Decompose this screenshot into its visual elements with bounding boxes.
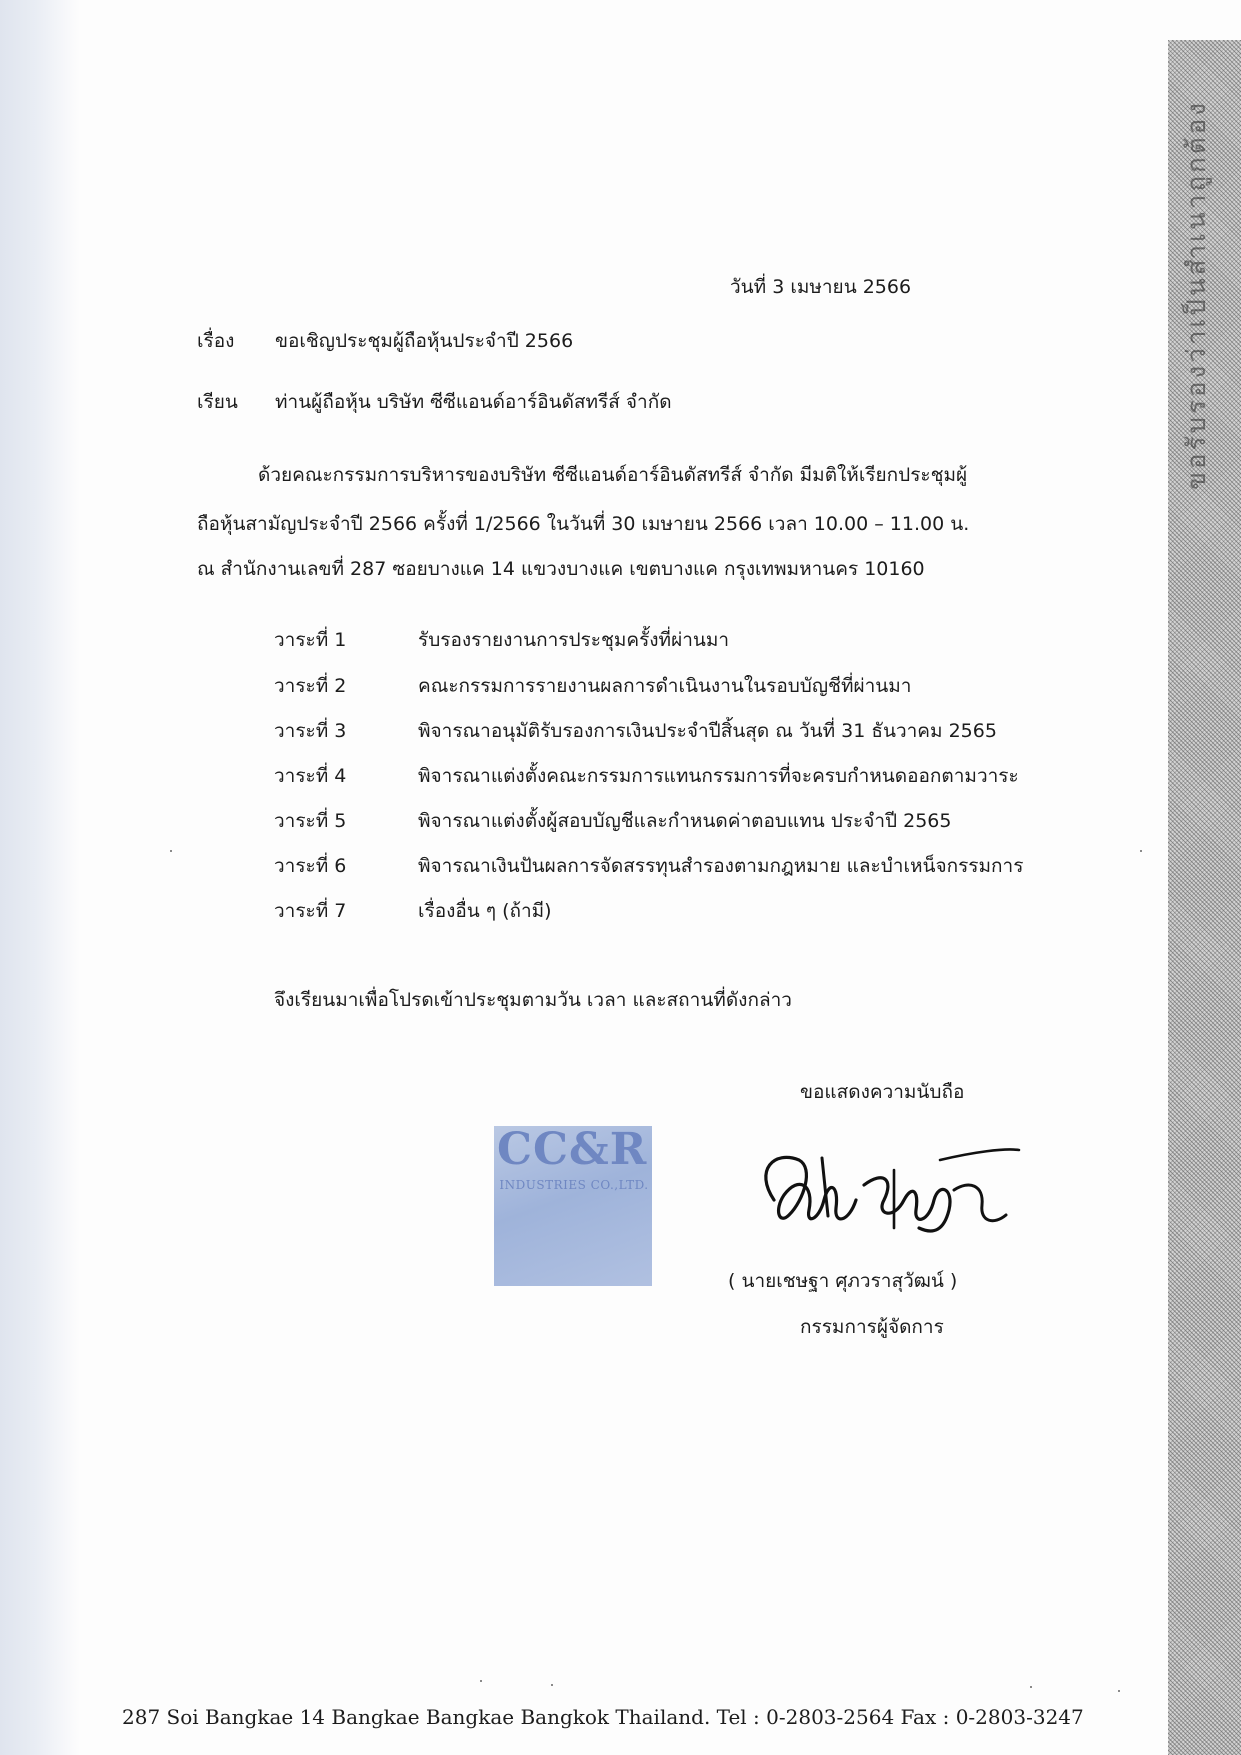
body-line-1: ด้วยคณะกรรมการบริหารของบริษัท ซีซีแอนด์อาร์อินดัสทรีส์ จำกัด มีมติให้เรียกประชุมผู้ — [258, 464, 968, 486]
scan-speck — [170, 850, 172, 852]
scan-speck — [1140, 850, 1142, 852]
signature-icon — [744, 1130, 1024, 1250]
subject-label: เรื่อง — [197, 330, 235, 352]
company-seal-subtitle: INDUSTRIES CO.,LTD. — [499, 1178, 649, 1192]
signer-title: กรรมการผู้จัดการ — [800, 1316, 944, 1338]
agenda-text-2: คณะกรรมการรายงานผลการดำเนินงานในรอบบัญชีที่ผ่านมา — [418, 675, 912, 697]
subject-value: ขอเชิญประชุมผู้ถือหุ้นประจำปี 2566 — [275, 330, 574, 352]
recipient-value: ท่านผู้ถือหุ้น บริษัท ซีซีแอนด์อาร์อินดัสทรีส์ จำกัด — [275, 391, 672, 413]
agenda-text-5: พิจารณาแต่งตั้งผู้สอบบัญชีและกำหนดค่าตอบแทน ประจำปี 2565 — [418, 810, 952, 832]
agenda-label-5: วาระที่ 5 — [274, 810, 347, 832]
closing-sentence: จึงเรียนมาเพื่อโปรดเข้าประชุมตามวัน เวลา และสถานที่ดังกล่าว — [274, 989, 792, 1011]
body-line-2: ถือหุ้นสามัญประจำปี 2566 ครั้งที่ 1/2566 ในวันที่ 30 เมษายน 2566 เวลา 10.00 – 11.00 น. — [197, 513, 970, 535]
agenda-label-2: วาระที่ 2 — [274, 675, 347, 697]
signer-name: ( นายเชษฐา ศุภวราสุวัฒน์ ) — [728, 1270, 958, 1292]
scan-speck — [1118, 1690, 1120, 1692]
agenda-text-3: พิจารณาอนุมัติรับรองการเงินประจำปีสิ้นสุด ณ วันที่ 31 ธันวาคม 2565 — [418, 720, 997, 742]
scan-shadow — [0, 0, 80, 1755]
agenda-label-1: วาระที่ 1 — [274, 629, 347, 651]
agenda-label-4: วาระที่ 4 — [274, 765, 347, 787]
footer-address: 287 Soi Bangkae 14 Bangkae Bangkae Bangkok Thailand. Tel : 0-2803-2564 Fax : 0-2803-3247 — [122, 1705, 1084, 1729]
scan-speck — [1030, 1686, 1032, 1688]
side-strip-text: ขอรับรองว่าเป็นสำเนาถูกต้อง — [1182, 100, 1212, 490]
scan-speck — [551, 1684, 553, 1686]
agenda-text-6: พิจารณาเงินปันผลการจัดสรรทุนสำรองตามกฎหมาย และบำเหน็จกรรมการ — [418, 855, 1024, 877]
agenda-label-3: วาระที่ 3 — [274, 720, 347, 742]
scan-speck — [480, 1680, 482, 1682]
agenda-text-7: เรื่องอื่น ๆ (ถ้ามี) — [418, 900, 552, 922]
agenda-label-6: วาระที่ 6 — [274, 855, 347, 877]
agenda-label-7: วาระที่ 7 — [274, 900, 347, 922]
regards-text: ขอแสดงความนับถือ — [800, 1081, 965, 1103]
side-stamp-strip — [1168, 40, 1241, 1755]
company-seal-name: CC&R — [497, 1124, 648, 1175]
letter-date: วันที่ 3 เมษายน 2566 — [730, 276, 912, 298]
agenda-text-4: พิจารณาแต่งตั้งคณะกรรมการแทนกรรมการที่จะครบกำหนดออกตามวาระ — [418, 765, 1019, 787]
agenda-text-1: รับรองรายงานการประชุมครั้งที่ผ่านมา — [418, 629, 730, 651]
recipient-label: เรียน — [197, 391, 238, 413]
body-line-3: ณ สำนักงานเลขที่ 287 ซอยบางแค 14 แขวงบางแค เขตบางแค กรุงเทพมหานคร 10160 — [197, 558, 925, 580]
